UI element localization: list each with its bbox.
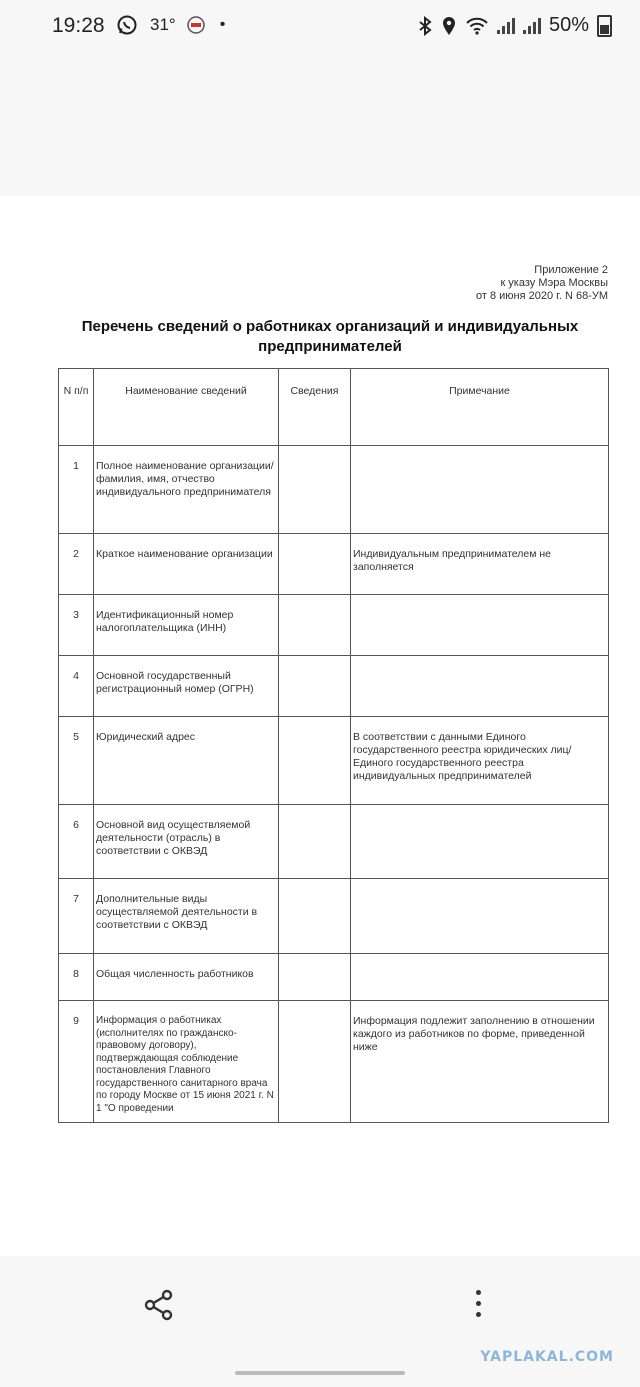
table-row	[59, 1001, 609, 1123]
status-bar	[0, 0, 640, 54]
document-header	[476, 264, 608, 303]
header-line: от 8 июня 2020 г. N 68-УМ	[476, 290, 608, 302]
row-note	[351, 879, 609, 954]
row-num: 5	[59, 717, 94, 805]
table-row	[59, 446, 609, 534]
row-note	[351, 446, 609, 534]
row-name: Юридический адрес	[94, 717, 279, 805]
column-header-name: Наименование сведений	[94, 369, 279, 446]
app-notification-icon	[186, 15, 206, 35]
row-value	[279, 534, 351, 595]
data-table	[58, 368, 609, 1123]
row-value	[279, 805, 351, 879]
row-value	[279, 717, 351, 805]
row-name: Дополнительные виды осуществляемой деятельности в соответствии с ОКВЭД	[94, 879, 279, 954]
wifi-icon	[465, 16, 489, 36]
row-name: Полное наименование организации/фамилия, имя, отчество индивидуального предпринимателя	[94, 446, 279, 534]
row-note	[351, 656, 609, 717]
share-icon[interactable]	[142, 1288, 176, 1322]
table-row	[59, 595, 609, 656]
row-value	[279, 879, 351, 954]
row-num: 9	[59, 1001, 94, 1123]
bluetooth-icon	[417, 16, 433, 36]
row-note	[351, 954, 609, 1001]
table-row	[59, 534, 609, 595]
table-row	[59, 717, 609, 805]
row-value	[279, 1001, 351, 1123]
more-options-icon[interactable]	[468, 1290, 488, 1324]
row-note	[351, 805, 609, 879]
row-name: Краткое наименование организации	[94, 534, 279, 595]
watermark: YAPLAKAL.COM	[480, 1349, 614, 1365]
whatsapp-icon	[116, 14, 138, 36]
row-num: 7	[59, 879, 94, 954]
row-name: Основной государственный регистрационный номер (ОГРН)	[94, 656, 279, 717]
status-time: 19:28	[52, 14, 105, 37]
column-header-note: Примечание	[351, 369, 609, 446]
row-note: Индивидуальным предпринимателем не заполняется	[351, 534, 609, 595]
home-indicator[interactable]	[235, 1371, 405, 1375]
table-header-row	[59, 369, 609, 446]
row-name: Общая численность работников	[94, 954, 279, 1001]
header-line: к указу Мэра Москвы	[500, 277, 608, 289]
dot-icon: •	[219, 16, 226, 33]
row-name: Идентификационный номер налогоплательщика (ИНН)	[94, 595, 279, 656]
signal-icon-2	[523, 18, 541, 34]
row-note	[351, 595, 609, 656]
row-num: 2	[59, 534, 94, 595]
row-num: 8	[59, 954, 94, 1001]
header-line: Приложение 2	[534, 264, 608, 276]
table-row	[59, 954, 609, 1001]
column-header-value: Сведения	[279, 369, 351, 446]
battery-percent: 50%	[548, 14, 589, 36]
row-value	[279, 446, 351, 534]
temperature-text: 31°	[150, 15, 176, 34]
document-title: Перечень сведений о работниках организаций и индивидуальных предпринимателей	[81, 318, 579, 355]
row-name: Информация о работниках (исполнителях по гражданско-правовому договору), подтверждающая соблюдение постановления Главного государственного санитарного врача по городу Москве от 15 июня 2021 г. N 1 "О проведении	[94, 1001, 279, 1123]
table-row	[59, 879, 609, 954]
location-icon	[441, 16, 457, 36]
row-note: В соответствии с данными Единого государственного реестра юридических лиц/ Единого государственного реестра индивидуальных предпринимателей	[351, 717, 609, 805]
row-value	[279, 595, 351, 656]
battery-icon	[597, 15, 612, 37]
table-row	[59, 805, 609, 879]
signal-icon	[497, 18, 515, 34]
row-num: 3	[59, 595, 94, 656]
row-value	[279, 954, 351, 1001]
row-note: Информация подлежит заполнению в отношении каждого из работников по форме, приведенной ниже	[351, 1001, 609, 1123]
row-value	[279, 656, 351, 717]
document-page[interactable]	[0, 196, 640, 1256]
row-name: Основной вид осуществляемой деятельности (отрасль) в соответствии с ОКВЭД	[94, 805, 279, 879]
row-num: 1	[59, 446, 94, 534]
row-num: 6	[59, 805, 94, 879]
column-header-num: N п/п	[59, 369, 94, 446]
table-row	[59, 656, 609, 717]
row-num: 4	[59, 656, 94, 717]
